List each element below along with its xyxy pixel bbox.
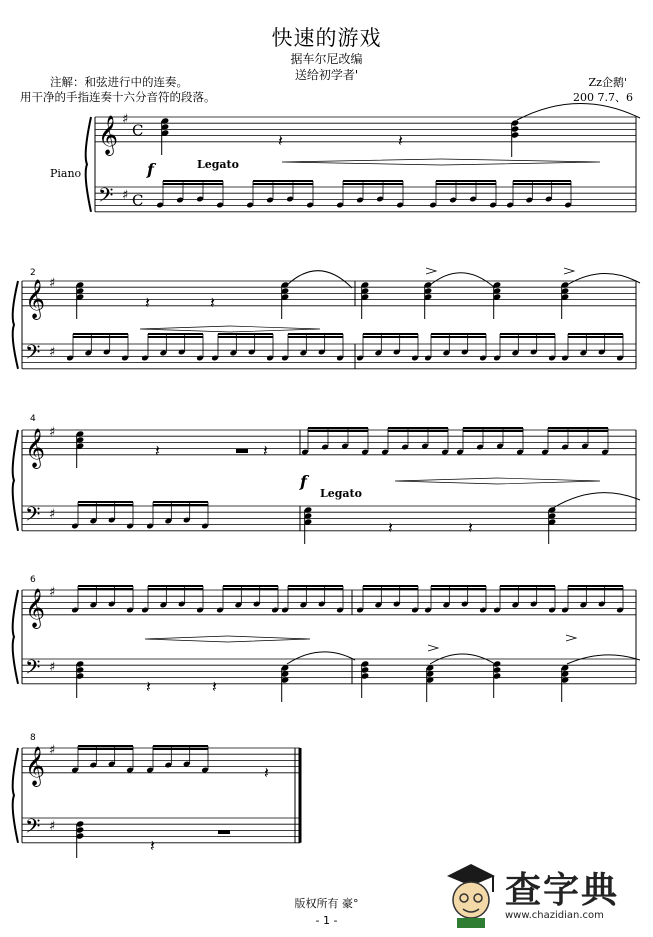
bass-clef-icon: 𝄢 (25, 502, 41, 531)
dedication-line: 送给初学者' (294, 68, 359, 82)
performance-note-1: 注解：和弦进行中的连奏。 (50, 75, 188, 89)
bass-clef-icon: 𝄢 (25, 655, 41, 684)
page-number: - 1 - (315, 914, 338, 927)
sharp-icon: ♯ (49, 276, 56, 291)
instrument-label: Piano (50, 167, 82, 180)
slur (287, 271, 352, 288)
watermark-brand: 查字典 (505, 870, 620, 911)
treble-clef-icon: 𝄞 (98, 114, 119, 155)
quarter-rest: 𝄽 (150, 836, 155, 855)
grand-staff-brace (13, 590, 18, 684)
quarter-rest: 𝄽 (388, 518, 393, 537)
crescendo-hairpin (145, 636, 228, 642)
measure-number-6: 6 (30, 575, 36, 585)
bass-clef-icon: 𝄢 (25, 814, 41, 843)
composition-date: 200 7.7、6 (573, 91, 633, 104)
sharp-icon: ♯ (49, 819, 56, 834)
crescendo-hairpin (282, 159, 441, 165)
legato-marking-1: Legato (197, 158, 239, 171)
sharp-icon: ♯ (49, 507, 56, 522)
performance-note-2: 用干净的手指连奏十六分音符的段落。 (20, 90, 216, 104)
measure-number-8: 8 (30, 733, 36, 743)
accent-mark (428, 645, 438, 651)
decrescendo-hairpin (228, 636, 311, 642)
quarter-rest: 𝄽 (145, 293, 150, 312)
half-rest (236, 449, 248, 453)
copyright-line: 版权所有 豪° (294, 897, 359, 910)
watermark-logo (439, 858, 639, 928)
time-signature: C (132, 191, 144, 210)
treble-clef-icon: 𝄞 (25, 745, 46, 786)
composer-credit: Zz企鹅' (588, 76, 627, 89)
time-signature: C (132, 121, 144, 140)
sharp-icon: ♯ (49, 585, 56, 600)
sharp-icon: ♯ (122, 188, 129, 203)
accent-mark (564, 268, 574, 274)
quarter-rest: 𝄽 (212, 677, 217, 696)
grand-staff-brace (86, 117, 91, 212)
slur (287, 652, 355, 664)
mascot-icon (439, 858, 501, 928)
decrescendo-hairpin (230, 326, 320, 332)
quarter-rest: 𝄽 (398, 131, 403, 150)
sharp-icon: ♯ (49, 660, 56, 675)
measure-number-2: 2 (30, 268, 36, 278)
legato-marking-2: Legato (320, 487, 362, 500)
crescendo-hairpin (140, 326, 230, 332)
sharp-icon: ♯ (49, 743, 56, 758)
quarter-rest: 𝄽 (278, 131, 283, 150)
quarter-rest: 𝄽 (468, 518, 473, 537)
slur (517, 103, 640, 120)
watermark-url: www.chazidian.com (505, 910, 604, 921)
bass-clef-icon: 𝄢 (98, 183, 114, 212)
quarter-rest: 𝄽 (210, 293, 215, 312)
decrescendo-hairpin (441, 159, 600, 165)
grand-staff-brace (13, 430, 18, 531)
quarter-rest: 𝄽 (263, 441, 268, 460)
sharp-icon: ♯ (122, 112, 129, 127)
quarter-rest: 𝄽 (146, 677, 151, 696)
dynamic-forte-1: f (147, 160, 154, 179)
accent-mark (566, 635, 576, 641)
treble-clef-icon: 𝄞 (25, 278, 46, 319)
score-title: 快速的游戏 (271, 26, 382, 50)
crescendo-hairpin (395, 478, 498, 484)
slur (567, 273, 640, 285)
decrescendo-hairpin (498, 478, 601, 484)
grand-staff-brace (13, 748, 18, 843)
sharp-icon: ♯ (49, 425, 56, 440)
dynamic-forte-2: f (300, 472, 307, 491)
quarter-rest: 𝄽 (155, 441, 160, 460)
sharp-icon: ♯ (49, 345, 56, 360)
quarter-rest: 𝄽 (264, 763, 269, 782)
accent-mark (426, 268, 436, 274)
measure-number-4: 4 (30, 414, 36, 424)
treble-clef-icon: 𝄞 (25, 427, 46, 468)
arranger-line: 据车尔尼改编 (290, 52, 363, 66)
slur (567, 655, 640, 664)
treble-clef-icon: 𝄞 (25, 587, 46, 628)
bass-clef-icon: 𝄢 (25, 340, 41, 369)
half-rest (218, 830, 230, 834)
grand-staff-brace (13, 281, 18, 369)
slur (430, 273, 495, 288)
